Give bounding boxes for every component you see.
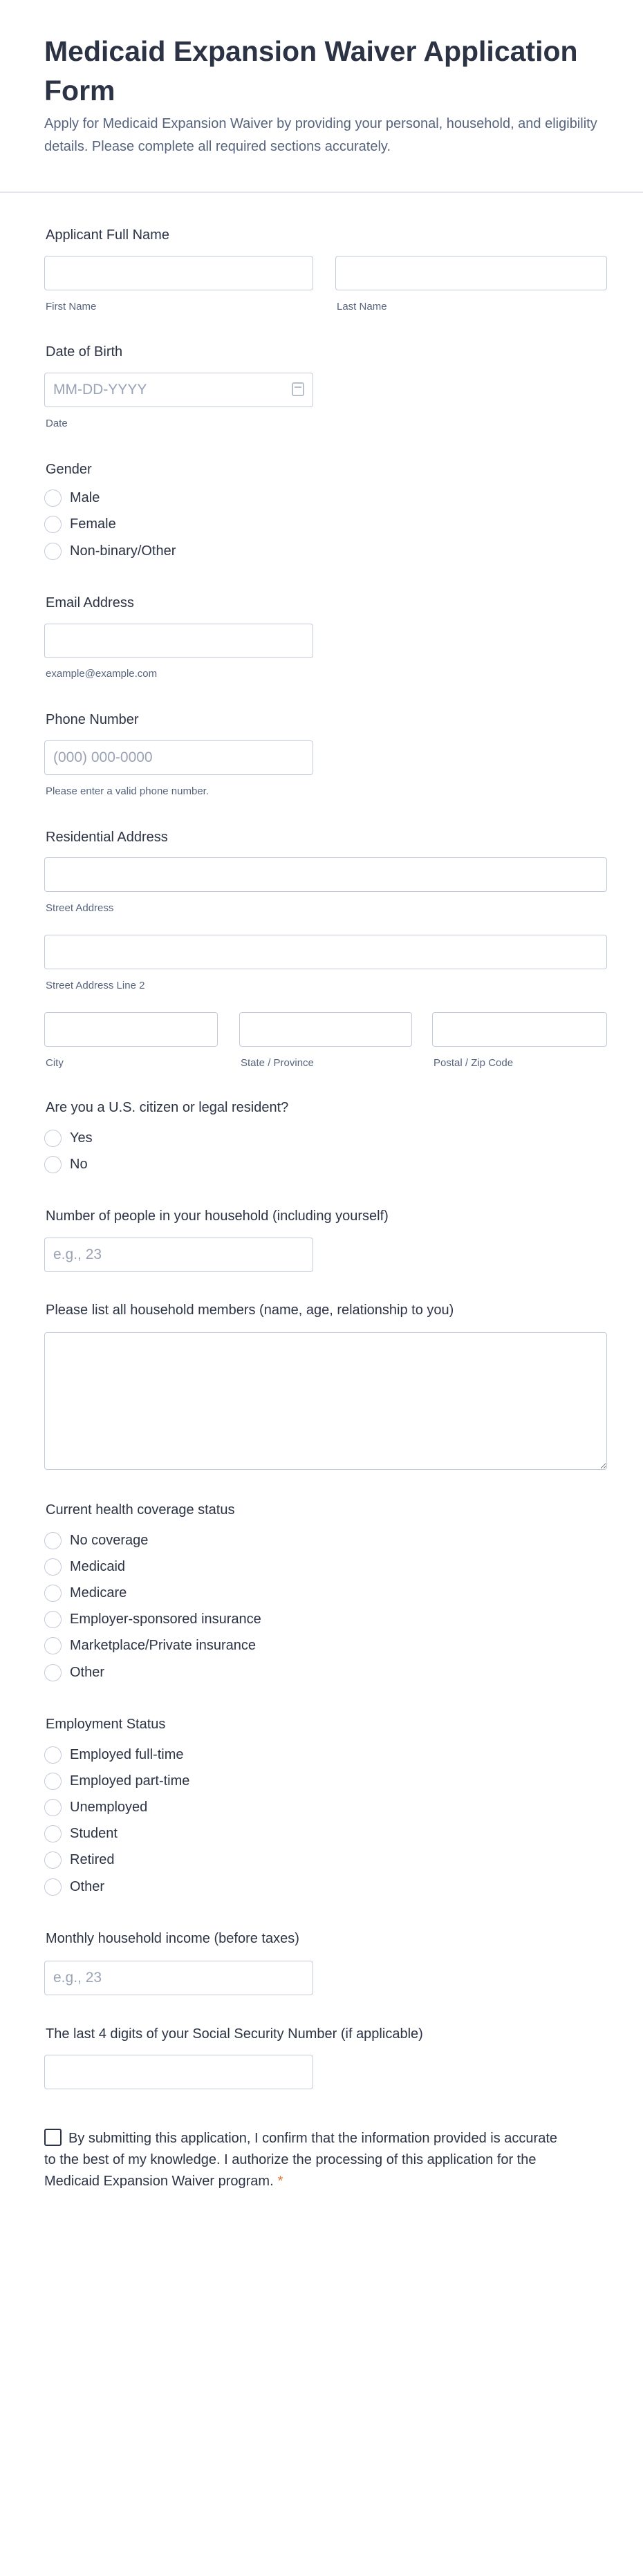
radio-icon[interactable]: [44, 516, 62, 533]
radio-icon[interactable]: [44, 1558, 62, 1576]
employment-option[interactable]: [44, 1745, 184, 1764]
radio-icon[interactable]: [44, 1532, 62, 1549]
consent-text: By submitting this application, I confirm that the information provided is accurate to the best of my knowledge. I authorize the processing of this application for the Medicaid Expansion Waiver program.: [44, 2131, 558, 2189]
option-label: Other: [70, 1664, 105, 1680]
coverage-label: Current health coverage status: [46, 1502, 235, 1518]
required-asterisk: *: [277, 2174, 283, 2189]
email-label: Email Address: [46, 595, 134, 610]
employment-option[interactable]: [44, 1824, 118, 1844]
gender-option-other[interactable]: [44, 541, 176, 561]
option-label: Other: [70, 1878, 105, 1894]
phone-label: Phone Number: [46, 712, 139, 727]
dob-label: Date of Birth: [46, 344, 123, 360]
coverage-option[interactable]: [44, 1531, 148, 1550]
coverage-option[interactable]: [44, 1583, 127, 1603]
option-label: Non-binary/Other: [70, 543, 176, 559]
first-name-input[interactable]: [44, 256, 313, 290]
option-label: Employed part-time: [70, 1773, 190, 1789]
radio-icon[interactable]: [44, 489, 62, 507]
gender-option-female[interactable]: [44, 514, 116, 534]
name-label: Applicant Full Name: [46, 227, 169, 243]
city-input[interactable]: [44, 1012, 218, 1047]
household-input[interactable]: [44, 1238, 313, 1272]
street-sublabel: Street Address: [46, 902, 114, 914]
radio-icon[interactable]: [44, 1851, 62, 1869]
radio-icon[interactable]: [44, 1156, 62, 1173]
email-input[interactable]: [44, 624, 313, 658]
option-label: Medicaid: [70, 1558, 126, 1574]
street2-sublabel: Street Address Line 2: [46, 980, 145, 991]
page-title: Medicaid Expansion Waiver Application Form: [44, 35, 578, 106]
option-label: Medicare: [70, 1585, 127, 1600]
phone-input[interactable]: [44, 740, 313, 775]
gender-option-male[interactable]: [44, 488, 100, 507]
dob-placeholder: MM-DD-YYYY: [53, 382, 147, 398]
income-input[interactable]: [44, 1961, 313, 1995]
street-input[interactable]: [44, 857, 607, 892]
email-sublabel: example@example.com: [46, 668, 158, 680]
coverage-option[interactable]: [44, 1557, 125, 1576]
radio-icon[interactable]: [44, 1878, 62, 1896]
last-name-input[interactable]: [335, 256, 607, 290]
gender-label: Gender: [46, 462, 92, 477]
option-label: Retired: [70, 1852, 115, 1868]
dob-sublabel: Date: [46, 418, 68, 429]
option-label: No: [70, 1156, 88, 1172]
employment-option[interactable]: [44, 1771, 189, 1791]
option-label: Yes: [70, 1130, 93, 1146]
radio-icon[interactable]: [44, 1611, 62, 1628]
option-label: No coverage: [70, 1532, 149, 1548]
city-sublabel: City: [46, 1057, 64, 1069]
calendar-icon[interactable]: [292, 382, 304, 396]
radio-icon[interactable]: [44, 1799, 62, 1816]
radio-icon[interactable]: [44, 543, 62, 560]
household-label: Number of people in your household (including yourself): [46, 1208, 389, 1224]
employment-option[interactable]: [44, 1877, 104, 1896]
citizen-option-no[interactable]: [44, 1155, 88, 1174]
zip-input[interactable]: [432, 1012, 607, 1047]
ssn-input[interactable]: [44, 2055, 313, 2089]
coverage-option[interactable]: [44, 1636, 256, 1656]
first-name-sublabel: First Name: [46, 301, 97, 312]
option-label: Unemployed: [70, 1799, 148, 1815]
radio-icon[interactable]: [44, 1746, 62, 1764]
option-label: Female: [70, 516, 116, 532]
dob-input[interactable]: [44, 373, 313, 407]
option-label: Male: [70, 489, 100, 505]
phone-sublabel: Please enter a valid phone number.: [46, 785, 209, 797]
street2-input[interactable]: [44, 935, 607, 969]
members-textarea[interactable]: [44, 1332, 607, 1470]
option-label: Student: [70, 1826, 118, 1842]
consent-checkbox[interactable]: [44, 2129, 62, 2146]
page-subtitle: Apply for Medicaid Expansion Waiver by providing your personal, household, and eligibility details. Please complete all required sections accurately.: [44, 116, 597, 154]
income-label: Monthly household income (before taxes): [46, 1931, 299, 1946]
citizen-label: Are you a U.S. citizen or legal resident?: [46, 1100, 289, 1115]
option-label: Employer-sponsored insurance: [70, 1612, 261, 1627]
last-name-sublabel: Last Name: [337, 301, 387, 312]
state-input[interactable]: [239, 1012, 412, 1047]
coverage-option[interactable]: [44, 1663, 104, 1682]
radio-icon[interactable]: [44, 1773, 62, 1790]
radio-icon[interactable]: [44, 1130, 62, 1147]
members-label: Please list all household members (name, age, relationship to you): [46, 1303, 454, 1318]
radio-icon[interactable]: [44, 1664, 62, 1681]
employment-option[interactable]: [44, 1798, 147, 1817]
option-label: Marketplace/Private insurance: [70, 1638, 257, 1654]
employment-option[interactable]: [44, 1851, 114, 1870]
address-label: Residential Address: [46, 830, 168, 845]
consent-checkbox-row[interactable]: [44, 2128, 570, 2192]
radio-icon[interactable]: [44, 1637, 62, 1654]
employment-label: Employment Status: [46, 1717, 166, 1732]
divider: [0, 192, 643, 193]
coverage-option[interactable]: [44, 1610, 261, 1630]
citizen-option-yes[interactable]: [44, 1128, 93, 1148]
radio-icon[interactable]: [44, 1825, 62, 1842]
zip-sublabel: Postal / Zip Code: [434, 1057, 514, 1069]
option-label: Employed full-time: [70, 1746, 184, 1762]
radio-icon[interactable]: [44, 1585, 62, 1602]
ssn-label: The last 4 digits of your Social Security Number (if applicable): [46, 2026, 423, 2042]
state-sublabel: State / Province: [241, 1057, 314, 1069]
